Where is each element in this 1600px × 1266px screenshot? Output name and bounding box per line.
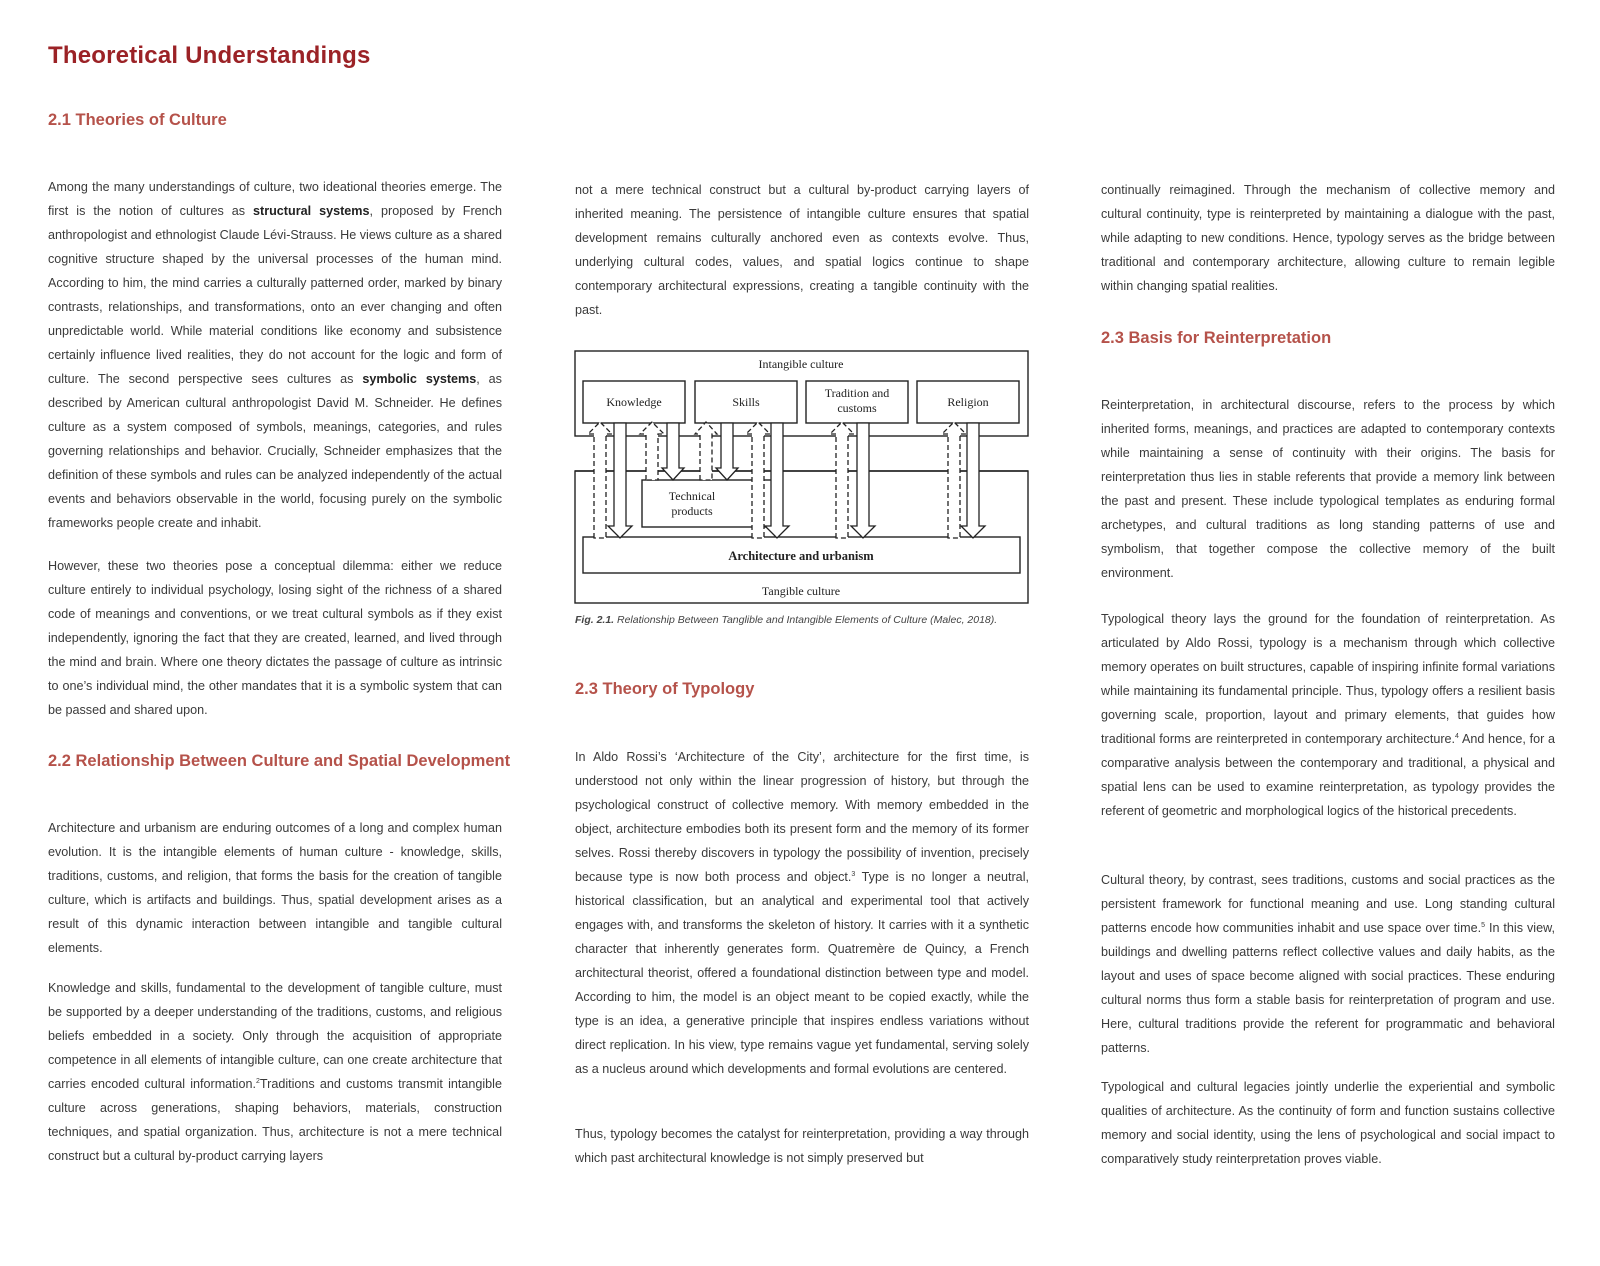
paragraph-reinterpretation-definition: Reinterpretation, in architectural discourse, refers to the process by which inherited forms, meanings, and practices are adapted to contemporary contexts while maintaining a sense of continuity with their origins. The basis for reinterpretation thus lies in stable referents that provide a memory link between the past and present. These include typological templates as enduring formal archetypes, and cultural traditions as long standing patterns of use and symbolism, that together compose the collective memory of the built environment. bbox=[1101, 398, 1555, 580]
page-title: Theoretical Understandings bbox=[48, 42, 371, 69]
heading-theory-of-typology: 2.3 Theory of Typology bbox=[575, 680, 755, 698]
label-architecture: Architecture and urbanism bbox=[728, 549, 874, 563]
label-technical-1: Technical bbox=[668, 489, 716, 503]
label-tradition-1: Tradition and bbox=[824, 386, 890, 400]
heading-culture-spatial-development: 2.2 Relationship Between Culture and Spatial Development bbox=[48, 752, 511, 770]
paragraph-inherited-meaning: not a mere technical construct but a cultural by-product carrying layers of inherited meaning. The persistence of intangible culture ensures that spatial development remains culturally anchored even as contexts evolve. Thus, underlying cultural codes, values, and spatial logics continue to shape contemporary architectural expressions, creating a tangible continuity with the past. bbox=[575, 183, 1029, 317]
footnote-ref-4: 4 bbox=[1455, 732, 1459, 740]
footnote-ref-3: 3 bbox=[851, 870, 856, 878]
footnote-ref-2: 2 bbox=[256, 1077, 260, 1085]
paragraph-architecture-urbanism: Architecture and urbanism are enduring outcomes of a long and complex human evolution. It is the intangible elements of human culture - knowledge, skills, traditions, customs, and religion, that forms the basis for the creation of tangible culture, which is artifacts and buildings. Thus, spatial development arises as a result of this dynamic interaction between intangible and tangible cultural elements. bbox=[48, 821, 502, 955]
paragraph-cultural-theory: Cultural theory, by contrast, sees traditions, customs and social practices as the persistent framework for functional meaning and use. Long standing cultural patterns encode how communities inhabit and use space over time.$^5$ In this view, buildings and dwelling patterns reflect collective values and daily habits, as the layout and uses of space become aligned with social practices. These enduring cultural norms thus form a stable basis for reinterpretation of program and use. Here, cultural traditions provide the referent for programmatic and behavioral patterns. bbox=[1101, 873, 1555, 1055]
paragraph-aldo-rossi: In Aldo Rossi’s ‘Architecture of the City’, architecture for the first time, is understood not only within the linear progression of history, but through the psychological construct of collective memory. With memory embedded in the object, architecture embodies both its present form and the memory of its former selves. Rossi thereby discovers in typology the possibility of invention, precisely because type is now both process and object.$^3$ Type is no longer a neutral, historical classification, but an analytical and experimental tool that actively engages with, and transforms the skeleton of history. It carries with it a synthetic character that inherently generates form. Quatremère de Quincy, a French architectural theorist, offered a foundational distinction between type and model. According to him, the model is an object meant to be copied exactly, while the type is an idea, a generative principle that inspires endless variations without direct replication. In his view, type remains vague yet fundamental, serving solely as a nucleus around which developments and formal evolutions are centered. bbox=[575, 750, 1029, 1076]
figure-culture-diagram bbox=[574, 350, 1029, 604]
label-intangible-culture: Intangible culture bbox=[758, 357, 844, 371]
paragraph-typological-theory: Typological theory lays the ground for the foundation of reinterpretation. As articulated by Aldo Rossi, typology is a mechanism through which collective memory operates on built structures, capable of inspiring infinite formal variations while maintaining its fundamental principle. Thus, typology offers a resilient basis governing scale, proportion, layout and primary elements, that guides how traditional forms are reinterpreted in contemporary architecture.$^4$ And hence, for a comparative analysis between the contemporary and traditional, a physical and spatial lens can be used to examine reinterpretation, as typology provides the referent of geometric and morphological logics of the historical precedents. bbox=[1101, 612, 1555, 818]
label-tradition-2: customs bbox=[837, 401, 877, 415]
figure-caption: Fig. 2.1. Relationship Between Tanglible and Intangible Elements of Culture (Malec, 2018). bbox=[575, 614, 998, 626]
paragraph-typological-cultural-legacies: Typological and cultural legacies jointly underlie the experiential and symbolic qualities of architecture. As the continuity of form and function sustains collective memory and social identity, using the lens of psychological and social impact to comparatively study reinterpretation proves viable. bbox=[1101, 1080, 1555, 1166]
label-tangible-culture: Tangible culture bbox=[761, 584, 841, 598]
term-symbolic-systems: symbolic systems bbox=[362, 372, 477, 386]
label-religion: Religion bbox=[947, 395, 989, 409]
heading-basis-for-reinterpretation: 2.3 Basis for Reinterpretation bbox=[1101, 329, 1332, 347]
term-structural-systems: structural systems bbox=[253, 204, 370, 218]
paragraph-culture-theories: Among the many understandings of culture, two ideational theories emerge. The first is the notion of cultures as structural systems, proposed by French anthropologist and ethnologist Claude Lévi-Strauss. He views culture as a shared cognitive structure shaped by the universal processes of the human mind. According to him, the mind carries a culturally patterned order, marked by binary contrasts, relationships, and transformations, onto an ever changing and often unpredictable world. While material conditions like economy and subsistence certainly influence lived realities, they do not account for the logic and form of culture. The second perspective sees cultures as symbolic systems, as described by American cultural anthropologist David M. Schneider. He defines culture as a system composed of symbols, meanings, categories, and rules governing relationships and behavior. Crucially, Schneider emphasizes that the definition of these symbols and rules can be analyzed independently of the actual events and behaviors observable in the world, focusing purely on the symbolic frameworks people create and inhabit. bbox=[48, 180, 502, 530]
paragraph-typology-catalyst: Thus, typology becomes the catalyst for reinterpretation, providing a way through which past architectural knowledge is not simply preserved but bbox=[575, 1127, 1029, 1165]
label-technical-2: products bbox=[671, 504, 713, 518]
paragraph-continually-reimagined: continually reimagined. Through the mechanism of collective memory and cultural continuity, type is reinterpreted by maintaining a dialogue with the past, while adapting to new conditions. Hence, typology serves as the bridge between traditional and contemporary architecture, allowing culture to remain legible within changing spatial realities. bbox=[1101, 183, 1555, 293]
label-knowledge: Knowledge bbox=[606, 395, 662, 409]
label-skills: Skills bbox=[732, 395, 760, 409]
footnote-ref-5: 5 bbox=[1481, 921, 1485, 929]
paragraph-knowledge-skills: Knowledge and skills, fundamental to the development of tangible culture, must be supported by a deeper understanding of the traditions, customs, and religious beliefs embedded in a society. Only through the acquisition of appropriate competence in all elements of intangible culture, can one create architecture that carries encoded cultural information.$^2$Traditions and customs transmit intangible culture across generations, shaping behaviors, materials, construction techniques, and spatial organization. Thus, architecture is not a mere technical construct but a cultural by-product carrying layers bbox=[48, 981, 502, 1163]
paragraph-conceptual-dilemma: However, these two theories pose a conceptual dilemma: either we reduce culture entirely to individual psychology, losing sight of the richness of a shared code of meanings and conventions, or we treat cultural symbols as if they exist independently, ignoring the fact that they are created, learned, and lived through the mind and brain. Where one theory dictates the passage of culture as intrinsic to one’s individual mind, the other mandates that it is a symbolic system that can be passed and shared upon. bbox=[48, 559, 502, 717]
heading-theories-of-culture: 2.1 Theories of Culture bbox=[48, 111, 227, 129]
